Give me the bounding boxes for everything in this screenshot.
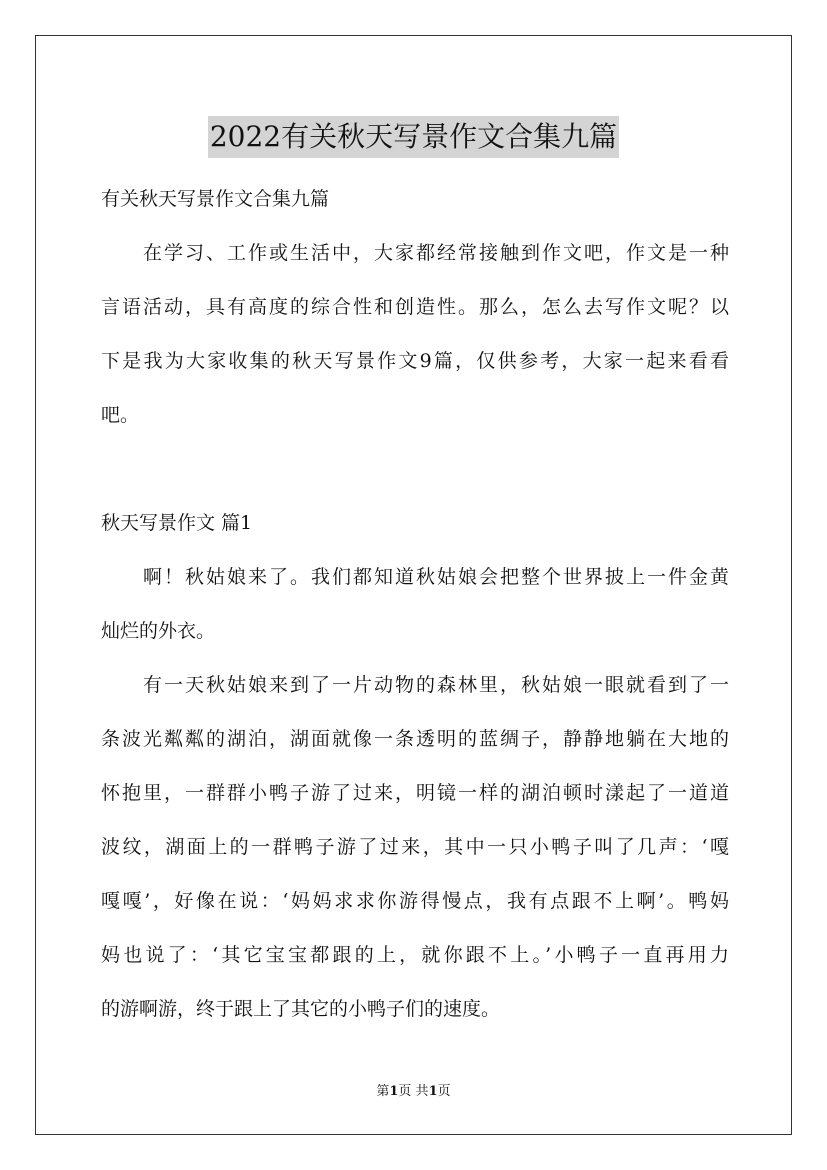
section-heading: 秋天写景作文 篇1 — [101, 512, 253, 534]
footer-page-number: 1 — [389, 1084, 399, 1099]
intro-line: 言语活动，具有高度的综合性和创造性。那么，怎么去写作文呢？以 — [101, 296, 729, 318]
intro-paragraph — [101, 226, 729, 442]
document-subtitle: 有关秋天写景作文合集九篇 — [101, 188, 330, 210]
intro-line: 在学习、工作或生活中，大家都经常接触到作文吧，作文是一种 — [143, 242, 729, 264]
body-paragraph — [101, 550, 729, 658]
paragraph-line: 怀抱里，一群群小鸭子游了过来，明镜一样的湖泊顿时漾起了一道道 — [101, 782, 729, 804]
paragraph-line: 波纹，湖面上的一群鸭子游了过来，其中一只小鸭子叫了几声：‘嘎 — [101, 836, 729, 858]
paragraph-line: 条波光粼粼的湖泊，湖面就像一条透明的蓝绸子，静静地躺在大地的 — [101, 728, 729, 750]
footer-suffix: 页 — [437, 1084, 451, 1099]
footer-prefix: 第 — [376, 1084, 390, 1099]
paragraph-line: 灿烂的外衣。 — [101, 620, 216, 642]
intro-line: 吧。 — [101, 404, 140, 426]
footer-mid: 页 共 — [398, 1084, 429, 1099]
paragraph-line: 的游啊游，终于跟上了其它的小鸭子们的速度。 — [101, 998, 501, 1020]
page-footer — [0, 1083, 827, 1101]
paragraph-line: 嘎嘎’，好像在说：‘妈妈求求你游得慢点，我有点跟不上啊’。鸭妈 — [101, 890, 729, 912]
paragraph-line: 有一天秋姑娘来到了一片动物的森林里，秋姑娘一眼就看到了一 — [143, 674, 729, 696]
body-paragraph — [101, 658, 729, 1036]
title-container — [0, 97, 827, 177]
footer-total-pages: 1 — [428, 1084, 438, 1099]
document-title: 2022有关秋天写景作文合集九篇 — [208, 116, 619, 158]
paragraph-line: 啊！秋姑娘来了。我们都知道秋姑娘会把整个世界披上一件金黄 — [143, 566, 729, 588]
paragraph-line: 妈也说了：‘其它宝宝都跟的上，就你跟不上。’小鸭子一直再用力 — [101, 944, 729, 966]
document-body — [101, 172, 729, 1036]
intro-line: 下是我为大家收集的秋天写景作文9篇，仅供参考，大家一起来看看 — [101, 350, 729, 372]
paragraph-spacer — [101, 442, 729, 496]
